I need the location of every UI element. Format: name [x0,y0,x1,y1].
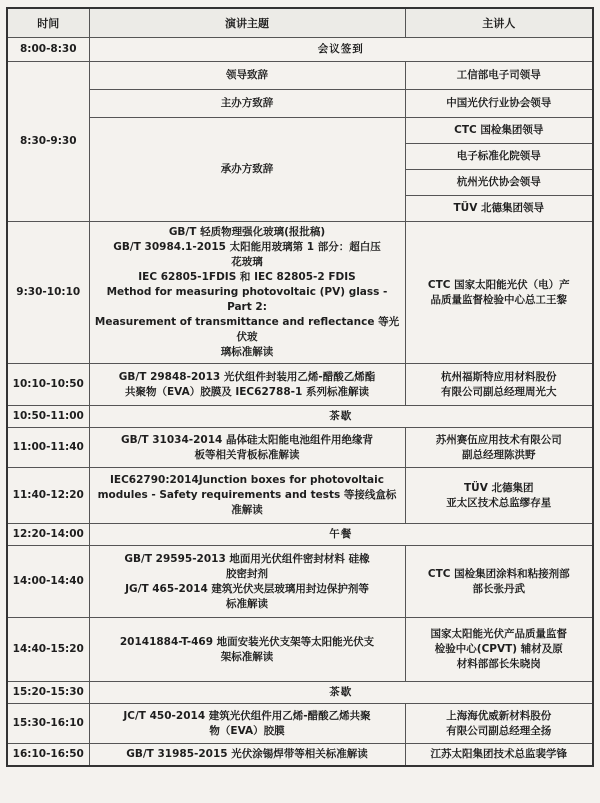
session-speaker [405,222,593,364]
session-topic [89,468,405,524]
table-row [7,428,593,468]
session-time: 10:50-11:00 [7,406,89,428]
session-time: 14:00-14:40 [7,546,89,618]
topic-line: 板等相关背板标准解读 [194,448,300,461]
agenda-table [6,7,594,767]
session-speaker: 中国光伏行业协会领导 [405,90,593,118]
table-row [7,222,593,364]
topic-line: GB/T 31985-2015 光伏涂锡焊带等相关标准解读 [126,747,368,760]
speaker-line: 国家太阳能光伏产品质量监督 [430,628,567,640]
topic-line: IEC 62805-1FDIS 和 IEC 82805-2 FDIS [138,271,356,283]
topic-line: GB/T 29595-2013 地面用光伏组件密封材料 硅橡 [124,552,370,565]
speaker-line: 有限公司副总经理周光大 [441,385,557,398]
break-label: 茶歇 [89,682,593,704]
speaker-line: 品质量监督检验中心总工王黎 [430,293,567,306]
speaker-line: 有限公司副总经理全扬 [446,724,552,737]
topic-line: 物（EVA）胶膜 [209,724,285,737]
session-time: 11:00-11:40 [7,428,89,468]
session-topic [89,618,405,682]
session-topic: 主办方致辞 [89,90,405,118]
session-speaker [405,704,593,744]
speaker-line: 检验中心(CPVT) 辅材及原 [434,643,563,655]
break-label: 午餐 [89,524,593,546]
table-row [7,118,593,144]
session-speaker: 电子标准化院领导 [405,144,593,170]
session-topic: 承办方致辞 [89,118,405,222]
topic-line: Method for measuring photovoltaic (PV) glass - Part 2: [106,286,388,313]
header-speaker: 主讲人 [405,8,593,38]
topic-line: GB/T 31034-2014 晶体硅太阳能电池组件用绝缘背 [120,433,374,446]
table-row [7,682,593,704]
session-speaker [405,546,593,618]
topic-line: 准解读 [231,504,263,516]
session-speaker: 杭州光伏协会领导 [405,170,593,196]
table-row [7,62,593,90]
session-time: 14:40-15:20 [7,618,89,682]
topic-line: 标准解读 [226,597,268,610]
session-time: 8:30-9:30 [7,62,89,222]
topic-line: GB/T 轻质物理强化玻璃(报批稿) [168,226,326,238]
session-topic [89,428,405,468]
session-time: 8:00-8:30 [7,38,89,62]
topic-line: 架标准解读 [220,650,274,663]
speaker-line: 材料部部长朱晓岗 [456,658,541,670]
speaker-line: 江苏太阳集团技术总监裴学锋 [430,747,567,760]
session-speaker: 工信部电子司领导 [405,62,593,90]
session-topic [89,546,405,618]
session-time: 10:10-10:50 [7,364,89,406]
speaker-line: CTC 国家太阳能光伏（电）产 [427,278,570,291]
table-row [7,38,593,62]
session-speaker: TÜV 北德集团领导 [405,196,593,222]
session-topic [89,364,405,406]
table-row [7,744,593,766]
session-speaker: CTC 国检集团领导 [405,118,593,144]
session-topic [89,222,405,364]
session-time: 12:20-14:00 [7,524,89,546]
session-topic: 领导致辞 [89,62,405,90]
table-row [7,704,593,744]
table-row [7,468,593,524]
table-row [7,618,593,682]
speaker-line: CTC 国检集团涂料和粘接剂部 [427,567,570,580]
topic-line: 璃标准解读 [220,346,274,358]
session-speaker [405,468,593,524]
topic-line: IEC62790:2014Junction boxes for photovoltaic [110,474,384,486]
topic-line: 共聚物（EVA）胶膜及 IEC62788-1 系列标准解读 [124,385,369,398]
session-topic [89,744,405,766]
table-row [7,406,593,428]
header-row [7,8,593,38]
topic-line: GB/T 29848-2013 光伏组件封装用乙烯-醋酸乙烯酯 [118,370,376,383]
break-label: 茶歇 [89,406,593,428]
topic-line: 20141884-T-469 地面安装光伏支架等太阳能光伏支 [119,635,375,648]
header-time: 时间 [7,8,89,38]
topic-line: GB/T 30984.1-2015 太阳能用玻璃第 1 部分：超白压 [113,241,381,253]
table-row [7,364,593,406]
speaker-line: 亚太区技术总监缪存星 [446,496,552,509]
speaker-line: 部长张丹武 [472,582,525,595]
session-time: 15:30-16:10 [7,704,89,744]
speaker-line: 杭州福斯特应用材料股份 [441,370,557,383]
speaker-line: 副总经理陈洪野 [462,448,536,461]
break-label: 会议签到 [89,38,593,62]
header-topic: 演讲主题 [89,8,405,38]
topic-line: Measurement of transmittance and reflectance 等光伏玻 [94,316,400,343]
session-speaker [405,364,593,406]
table-row [7,524,593,546]
session-time: 15:20-15:30 [7,682,89,704]
session-speaker [405,428,593,468]
topic-line: JC/T 450-2014 建筑光伏组件用乙烯-醋酸乙烯共聚 [123,709,371,722]
topic-line: 花玻璃 [231,256,263,268]
speaker-line: TÜV 北德集团 [464,481,534,494]
table-row [7,90,593,118]
session-time: 9:30-10:10 [7,222,89,364]
table-row [7,546,593,618]
session-time: 16:10-16:50 [7,744,89,766]
speaker-line: 上海海优威新材料股份 [446,709,552,722]
session-speaker [405,744,593,766]
session-speaker [405,618,593,682]
topic-line: JG/T 465-2014 建筑光伏夹层玻璃用封边保护剂等 [125,582,369,595]
topic-line: 胶密封剂 [226,567,268,580]
speaker-line: 苏州赛伍应用技术有限公司 [435,433,562,446]
session-time: 11:40-12:20 [7,468,89,524]
topic-line: modules - Safety requirements and tests 等接线盒标 [97,489,397,501]
session-topic [89,704,405,744]
